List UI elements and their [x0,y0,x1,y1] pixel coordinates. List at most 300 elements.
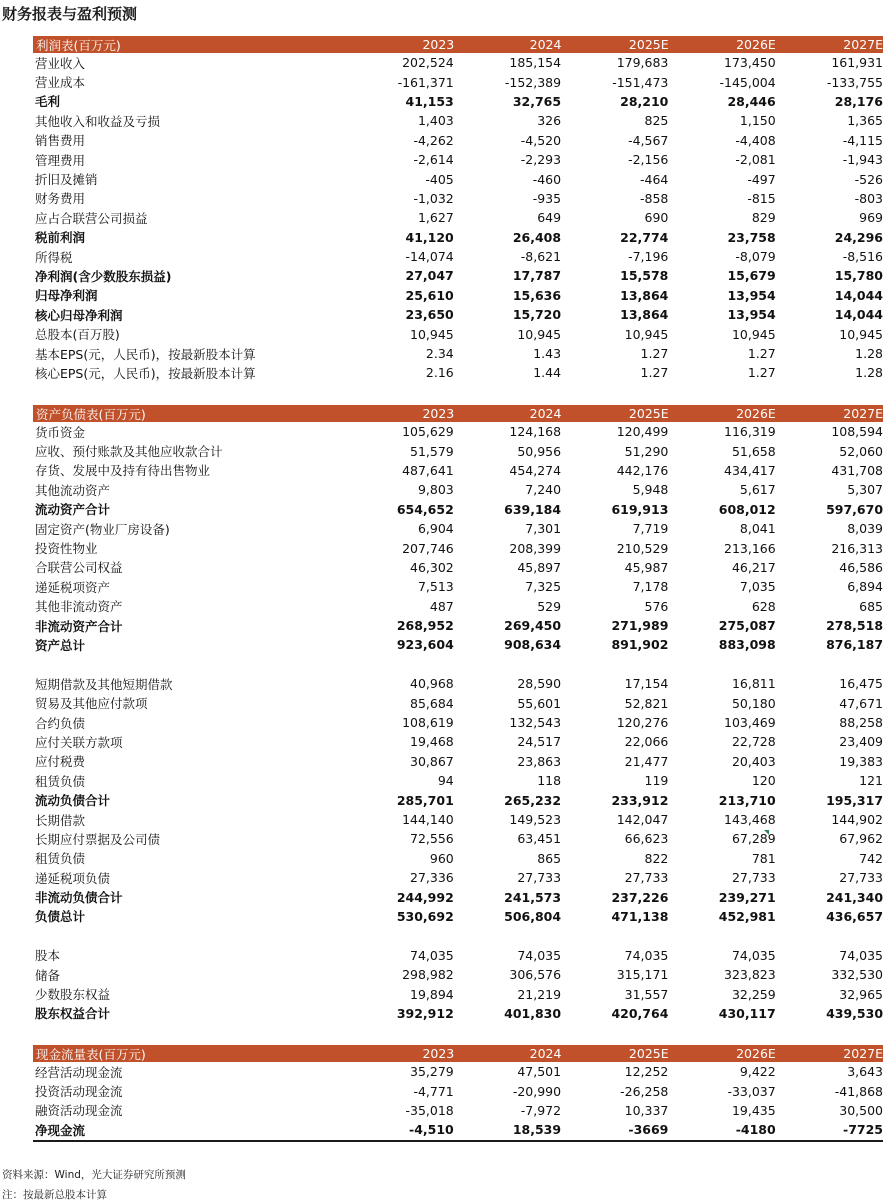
income-cell: -4,115 [842,132,884,148]
income-cell: 1,403 [417,113,454,129]
balance-cell: 268,952 [396,618,454,634]
balance-row [33,597,883,616]
balance-cell: 392,912 [396,1005,454,1021]
income-cell: 10,945 [624,326,669,342]
balance-cell: 63,451 [517,831,562,847]
balance-row [33,1004,883,1023]
income-cell: 15,636 [512,287,562,303]
cashflow-header-year: 2023 [422,1046,455,1061]
income-row [33,324,883,343]
balance-cell: 67,289 [731,831,776,847]
balance-row [33,790,883,809]
balance-cell: 7,325 [525,579,562,595]
balance-row [33,810,883,829]
balance-cell: 46,586 [839,559,884,575]
income-row [33,72,883,91]
income-row [33,363,883,382]
balance-cell: 430,117 [718,1005,776,1021]
cashflow-header-year: 2024 [529,1046,562,1061]
balance-cell: 781 [751,850,776,866]
income-cell: 1,627 [417,210,454,226]
cashflow-header-year: 2026E [736,1046,776,1061]
balance-cell: 241,340 [826,889,884,905]
balance-cell: 471,138 [611,908,669,924]
balance-sheet-table [33,405,883,1023]
balance-cell: 7,240 [525,482,562,498]
balance-cell: 241,573 [504,889,562,905]
balance-cell: 7,719 [632,521,669,537]
balance-cell: 216,313 [831,540,884,556]
cashflow-cell: -4,771 [413,1083,454,1099]
balance-row-label: 股本 [35,948,61,964]
balance-cell: 22,728 [731,734,776,750]
income-cell: 32,765 [512,93,562,109]
income-cell: 24,296 [834,229,884,245]
balance-row [33,984,883,1003]
cashflow-cell: 12,252 [624,1064,669,1080]
balance-cell: 105,629 [402,424,454,440]
balance-cell: 8,039 [847,521,884,537]
balance-cell: 21,477 [624,753,669,769]
balance-cell: 454,274 [509,462,562,478]
income-cell: 28,446 [727,93,776,109]
income-cell: 15,679 [727,268,776,284]
income-cell: -526 [854,171,884,187]
balance-cell: 8,041 [739,521,776,537]
balance-cell: 628 [751,598,776,614]
cashflow-cell: 9,422 [739,1064,776,1080]
income-row-label: 净利润(含少数股东损益) [35,268,172,284]
income-row [33,111,883,130]
income-row-label: 销售费用 [35,133,86,149]
income-cell: 23,758 [727,229,776,245]
income-cell: -4,567 [628,132,669,148]
balance-spacer-row [33,655,883,674]
income-cell: 1.27 [747,346,776,362]
income-row [33,92,883,111]
balance-row-label: 资产总计 [35,637,86,653]
income-cell: -858 [640,190,669,206]
balance-cell: 17,154 [624,676,669,692]
income-cell: -464 [640,171,669,187]
balance-cell: 576 [644,598,669,614]
balance-cell: 27,336 [410,870,454,886]
cashflow-cell: -4,510 [409,1122,454,1138]
cashflow-cell: -20,990 [512,1083,562,1099]
balance-cell: 121 [859,773,884,789]
income-cell: 2.34 [425,346,454,362]
balance-cell: 27,733 [624,870,669,886]
balance-cell: 27,733 [839,870,884,886]
balance-cell: 332,530 [831,967,884,983]
balance-spacer-row [33,926,883,945]
cashflow-row [33,1081,883,1100]
income-cell: 1,150 [739,113,776,129]
cashflow-row-label: 净现金流 [35,1122,86,1138]
income-row [33,266,883,285]
balance-cell: 46,217 [731,559,776,575]
balance-cell: 452,981 [718,908,776,924]
balance-row-label: 应付税费 [35,754,86,770]
income-row [33,53,883,72]
income-cell: -161,371 [397,74,454,90]
income-cell: -2,081 [735,152,776,168]
balance-cell: 742 [859,850,884,866]
income-cell: 969 [859,210,884,226]
income-cell: 28,176 [834,93,884,109]
income-cell: 1,365 [847,113,884,129]
balance-row [33,635,883,654]
balance-cell: 269,450 [504,618,562,634]
balance-cell: 401,830 [504,1005,562,1021]
balance-cell: 94 [437,773,454,789]
income-header-year: 2027E [843,37,884,52]
balance-cell: 30,867 [410,753,454,769]
cashflow-header-title: 现金流量表(百万元) [36,1046,146,1062]
balance-cell: 487,641 [402,462,454,478]
balance-cell: 144,140 [402,812,454,827]
income-cell: -1,032 [413,190,454,206]
income-row [33,344,883,363]
balance-row-label: 其他流动资产 [35,482,111,498]
income-cell: 15,780 [834,268,884,284]
balance-row [33,965,883,984]
balance-cell: 298,982 [402,967,454,983]
income-cell: -133,755 [826,74,884,90]
income-cell: 1.27 [640,346,669,362]
balance-cell: 315,171 [616,967,669,983]
balance-cell: 654,652 [396,501,454,517]
balance-cell: 865 [537,850,562,866]
income-cell: 13,954 [727,287,776,303]
balance-cell: 19,468 [410,734,454,750]
income-cell: -8,621 [520,249,562,265]
cashflow-cell: -35,018 [405,1102,454,1118]
income-row-label: 管理费用 [35,152,86,168]
balance-cell: 118 [537,773,562,789]
income-cell: 13,864 [620,307,669,323]
balance-cell: 51,579 [410,443,454,459]
balance-cell: 52,060 [839,443,884,459]
balance-row [33,422,883,441]
balance-cell: 28,590 [517,676,562,692]
balance-cell: 120,276 [616,715,669,731]
balance-cell: 32,965 [839,986,884,1002]
balance-cell: 85,684 [410,695,454,711]
balance-header-year: 2023 [422,406,455,421]
balance-cell: 323,823 [724,967,776,983]
balance-cell: 19,894 [410,986,454,1002]
balance-cell: 7,301 [525,521,562,537]
cashflow-header-year: 2027E [843,1046,884,1061]
source-footnote: 资料来源：Wind，光大证券研究所预测 [2,1169,186,1181]
balance-cell: 439,530 [826,1005,884,1021]
income-header [33,36,883,53]
income-row-label: 核心EPS(元，人民币)，按最新股本计算 [35,365,256,381]
balance-cell: 876,187 [826,637,884,653]
balance-row-label: 长期借款 [35,812,86,828]
balance-cell: 5,948 [632,482,669,498]
income-cell: 15,720 [512,307,562,323]
income-row-label: 归母净利润 [35,288,98,304]
income-cell: 14,044 [834,307,884,323]
balance-row-label: 存货、发展中及持有待出售物业 [35,463,211,479]
income-cell: 22,774 [620,229,669,245]
income-row-label: 营业成本 [35,75,86,91]
balance-cell: 7,513 [417,579,454,595]
balance-row-label: 投资性物业 [35,541,98,557]
balance-cell: 208,399 [509,540,562,556]
income-cell: 17,787 [512,268,562,284]
income-cell: -935 [532,190,562,206]
balance-cell: 271,989 [611,618,669,634]
income-cell: 15,578 [620,268,669,284]
income-cell: -803 [854,190,884,206]
balance-row-label: 应付关联方款项 [35,734,123,750]
cashflow-row [33,1101,883,1120]
cashflow-row-label: 投资活动现金流 [35,1084,123,1100]
balance-row-label: 租赁负债 [35,851,86,867]
balance-cell: 74,035 [624,947,669,963]
balance-cell: 74,035 [731,947,776,963]
income-cell: -2,614 [413,152,454,168]
balance-cell: 108,619 [402,715,454,731]
balance-cell: 6,894 [847,579,884,595]
balance-cell: 27,733 [731,870,776,886]
balance-cell: 72,556 [410,831,454,847]
balance-cell: 213,710 [718,792,776,808]
balance-row-label: 贸易及其他应付款项 [35,696,148,712]
balance-row [33,752,883,771]
balance-row-label: 非流动负债合计 [35,890,123,906]
balance-cell: 20,403 [731,753,776,769]
balance-cell: 434,417 [724,462,776,478]
balance-cell: 237,226 [611,889,669,905]
balance-row [33,771,883,790]
balance-cell: 608,012 [718,501,776,517]
balance-row [33,519,883,538]
cashflow-cell: -26,258 [620,1083,669,1099]
balance-cell: 51,290 [624,443,669,459]
income-cell: 1.27 [747,365,776,381]
income-row-label: 核心归母净利润 [35,307,123,323]
balance-row-label: 递延税项负债 [35,870,111,886]
income-cell: 23,650 [405,307,454,323]
balance-cell: 619,913 [611,501,669,517]
income-row [33,189,883,208]
balance-header [33,405,883,422]
income-row-label: 总股本(百万股) [35,327,120,343]
balance-row [33,887,883,906]
balance-row [33,693,883,712]
income-row [33,286,883,305]
balance-row-label: 储备 [35,967,61,983]
balance-cell: 51,658 [731,443,776,459]
income-cell: -2,156 [628,152,669,168]
balance-cell: 132,543 [509,715,562,731]
balance-row-label: 股东权益合计 [35,1006,111,1022]
balance-cell: 923,604 [396,637,454,653]
balance-row [33,907,883,926]
income-row [33,208,883,227]
balance-row-label: 负债总计 [35,909,86,925]
balance-row-label: 少数股东权益 [35,987,111,1003]
income-cell: 185,154 [509,55,562,71]
income-row [33,150,883,169]
cashflow-cell: -3669 [628,1122,669,1138]
income-cell: -14,074 [405,249,454,265]
income-cell: 28,210 [620,93,669,109]
balance-cell: 233,912 [611,792,669,808]
balance-cell: 210,529 [616,540,669,556]
income-cell: 10,945 [839,326,884,342]
balance-cell: 116,319 [724,424,776,440]
income-header-year: 2023 [422,37,455,52]
balance-cell: 960 [429,850,454,866]
balance-cell: 16,475 [839,676,884,692]
balance-row [33,946,883,965]
balance-cell: 530,692 [396,908,454,924]
balance-cell: 891,902 [611,637,669,653]
balance-cell: 66,623 [624,831,669,847]
balance-row-label: 货币资金 [35,424,86,440]
cashflow-cell: 30,500 [839,1102,884,1118]
balance-cell: 124,168 [509,424,562,440]
balance-row [33,713,883,732]
income-header-year: 2025E [628,37,669,52]
cashflow-cell: -4180 [735,1122,776,1138]
balance-cell: 822 [644,850,669,866]
cashflow-row [33,1062,883,1081]
balance-cell: 7,035 [739,579,776,595]
balance-cell: 50,180 [731,695,776,711]
balance-row [33,577,883,596]
income-row-label: 基本EPS(元，人民币)，按最新股本计算 [35,346,256,362]
income-cell: 179,683 [616,55,669,71]
balance-cell: 74,035 [517,947,562,963]
cashflow-bottom-border [33,1140,883,1142]
income-header-year: 2026E [736,37,776,52]
income-cell: 41,120 [405,229,454,245]
balance-cell: 597,670 [826,501,884,517]
balance-row-label: 其他非流动资产 [35,599,123,615]
balance-cell: 420,764 [611,1005,669,1021]
balance-header-year: 2026E [736,406,776,421]
balance-cell: 27,733 [517,870,562,886]
balance-row [33,480,883,499]
balance-cell: 142,047 [616,812,669,827]
balance-cell: 506,804 [504,908,562,924]
balance-cell: 265,232 [504,792,562,808]
note-footnote: 注：按最新总股本计算 [2,1189,107,1201]
income-cell: -151,473 [612,74,669,90]
balance-row [33,538,883,557]
income-cell: -2,293 [520,152,562,168]
balance-cell: 639,184 [504,501,562,517]
balance-cell: 67,962 [839,831,884,847]
income-row-label: 应占合联营公司损益 [35,210,148,226]
income-cell: -497 [747,171,776,187]
balance-row [33,558,883,577]
balance-cell: 74,035 [410,947,454,963]
balance-cell: 88,258 [839,715,884,731]
cashflow-cell: -7,972 [520,1102,562,1118]
balance-cell: 74,035 [839,947,884,963]
income-cell: 173,450 [724,55,776,71]
income-cell: -815 [747,190,776,206]
cashflow-row [33,1120,883,1139]
income-cell: -4,408 [735,132,776,148]
income-header-title: 利润表(百万元) [36,37,121,53]
balance-row [33,829,883,848]
balance-row [33,732,883,751]
balance-header-year: 2025E [628,406,669,421]
income-row [33,247,883,266]
balance-row-label: 流动资产合计 [35,502,111,518]
balance-cell: 213,166 [724,540,776,556]
cashflow-header-year: 2025E [628,1046,669,1061]
income-cell: 26,408 [512,229,562,245]
balance-row-label: 合约负债 [35,715,86,731]
balance-cell: 21,219 [517,986,562,1002]
income-cell: 41,153 [405,93,454,109]
income-row-label: 毛利 [35,94,61,110]
income-cell: 2.16 [425,365,454,381]
balance-cell: 103,469 [724,715,776,731]
balance-cell: 46,302 [410,559,454,575]
income-row [33,131,883,150]
income-cell: -152,389 [504,74,562,90]
balance-cell: 55,601 [517,695,562,711]
income-row-label: 财务费用 [35,191,86,207]
income-cell: -8,079 [735,249,776,265]
cashflow-cell: 47,501 [517,1064,562,1080]
cashflow-row-label: 融资活动现金流 [35,1103,123,1119]
income-cell: 1.44 [533,365,562,381]
income-cell: -8,516 [842,249,884,265]
cashflow-cell: -7725 [843,1122,884,1138]
income-row [33,305,883,324]
balance-cell: 24,517 [517,734,562,750]
income-cell: 1.43 [533,346,562,362]
cashflow-cell: -33,037 [727,1083,776,1099]
balance-cell: 285,701 [396,792,454,808]
balance-row [33,849,883,868]
balance-cell: 119 [644,773,669,789]
balance-cell: 529 [537,598,562,614]
balance-row-label: 短期借款及其他短期借款 [35,676,173,692]
cashflow-cell: 10,337 [624,1102,669,1118]
balance-cell: 47,671 [839,695,884,711]
income-cell: 10,945 [731,326,776,342]
balance-row-label: 固定资产(物业厂房设备) [35,521,170,537]
balance-cell: 16,811 [731,676,776,692]
cashflow-cell: 18,539 [512,1122,562,1138]
balance-row-label: 非流动资产合计 [35,618,123,634]
balance-cell: 442,176 [616,462,669,478]
income-cell: 690 [644,210,669,226]
balance-cell: 22,066 [624,734,669,750]
balance-cell: 275,087 [718,618,776,634]
income-row-label: 其他收入和收益及亏损 [35,113,161,129]
cashflow-cell: 35,279 [410,1064,454,1080]
income-cell: 13,954 [727,307,776,323]
cashflow-cell: -41,868 [834,1083,884,1099]
balance-row [33,674,883,693]
balance-row-label: 合联营公司权益 [35,560,123,576]
income-cell: 829 [751,210,776,226]
balance-row-label: 递延税项资产 [35,579,111,595]
